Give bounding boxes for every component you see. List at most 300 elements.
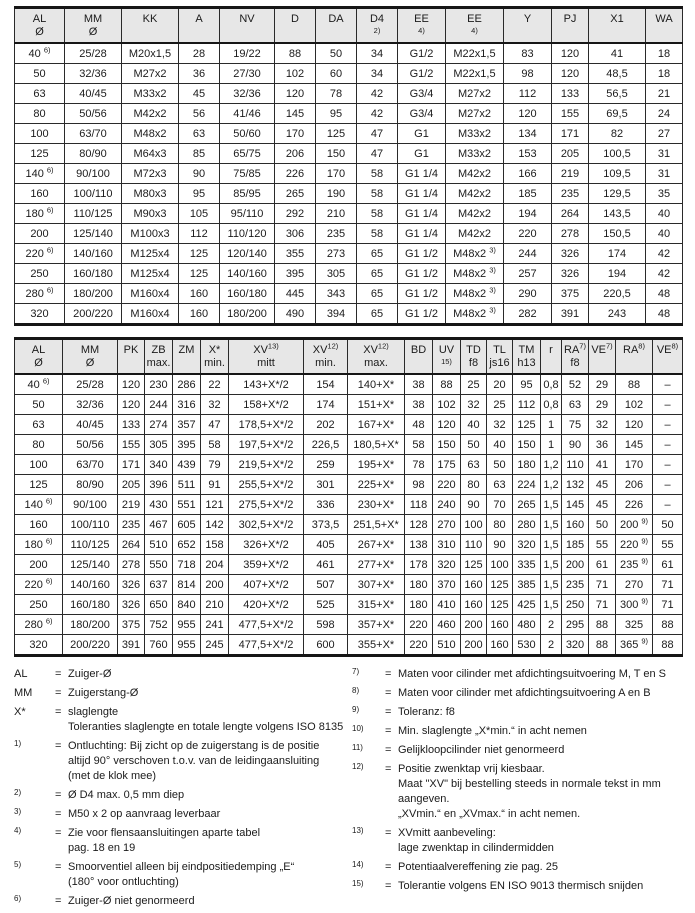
footnote-item	[352, 705, 682, 720]
table-cell: 226	[275, 164, 316, 184]
footnote-ref: 9)	[641, 555, 649, 565]
table-cell: 265	[513, 495, 541, 515]
footnote-ref: 6)	[46, 284, 54, 294]
footnote-text: Smoorventiel alleen bij eindpositiedemping „E“ (180° voor ontluchting)	[68, 861, 295, 888]
footnote-text: slaglengte Toleranties slaglengte en totale lengte volgens ISO 8135	[68, 706, 344, 733]
table-row	[15, 515, 683, 535]
table-cell: 129,5	[589, 184, 646, 204]
table-cell: 650	[145, 595, 173, 615]
table-cell: 395	[173, 435, 201, 455]
column-header-r: r	[541, 339, 562, 375]
table-cell: 370	[433, 575, 461, 595]
table-cell: 140/160	[63, 575, 118, 595]
table-cell: 174	[589, 244, 646, 264]
footnote-ref: 6)	[45, 535, 53, 545]
table-cell: 90	[461, 495, 487, 515]
table-cell: 259	[304, 455, 348, 475]
table-cell: 551	[173, 495, 201, 515]
footnote-item	[14, 705, 352, 735]
table-cell: 200	[461, 615, 487, 635]
table-cell: 200	[15, 224, 65, 244]
table-cell: 510	[433, 635, 461, 656]
column-header-zm: ZM	[173, 339, 201, 375]
table-cell: 180,5+X*	[348, 435, 405, 455]
table-cell: 61	[589, 555, 616, 575]
table-cell: M33x2	[122, 84, 179, 104]
table-cell: 55	[589, 535, 616, 555]
table-cell: 40/45	[65, 84, 122, 104]
table-cell: M42x2	[122, 104, 179, 124]
table-cell: 110/125	[65, 204, 122, 224]
table-cell: 410	[433, 595, 461, 615]
table-row	[15, 244, 683, 264]
table-cell: 375	[118, 615, 145, 635]
table-cell: 178,5+X*/2	[229, 415, 304, 435]
table-cell: 326	[552, 264, 589, 284]
table-cell: 45	[589, 475, 616, 495]
table-cell: 125	[487, 595, 513, 615]
table-cell: 133	[552, 84, 589, 104]
table-cell: 90	[179, 164, 220, 184]
table-cell: 138	[405, 535, 433, 555]
table-cell: 160	[15, 184, 65, 204]
table-cell: 80	[461, 475, 487, 495]
table-cell: 110/120	[220, 224, 275, 244]
table-cell: M33x2	[446, 124, 504, 144]
table-cell: 405	[304, 535, 348, 555]
table-cell: 840	[173, 595, 201, 615]
table-cell: 40	[646, 204, 683, 224]
table-cell: 63	[179, 124, 220, 144]
table-cell: 125	[15, 475, 63, 495]
table-cell: 160	[15, 515, 63, 535]
table-cell: 200/220	[65, 304, 122, 325]
table-cell: 50	[15, 64, 65, 84]
table-cell: M27x2	[446, 84, 504, 104]
table-cell: 151+X*	[348, 395, 405, 415]
footnote-text: Maten voor cilinder met afdichtingsuitvoering A en B	[398, 687, 651, 699]
table-cell: 1	[541, 435, 562, 455]
footnote-equals: =	[385, 827, 392, 839]
table-row	[15, 284, 683, 304]
column-header-xv: XV$^{13)}$ mitt	[229, 339, 304, 375]
table-cell: –	[653, 435, 683, 455]
table-cell: 24	[646, 104, 683, 124]
table-cell: 58	[357, 164, 398, 184]
table-cell: 90/100	[63, 495, 118, 515]
footnote-text: Tolerantie volgens EN ISO 9013 thermisch snijden	[398, 880, 644, 892]
table-cell: 425	[513, 595, 541, 615]
table-row	[15, 415, 683, 435]
table-row	[15, 43, 683, 64]
table-cell: 109,5	[589, 164, 646, 184]
table-cell: 63	[15, 415, 63, 435]
table-cell: 65	[357, 304, 398, 325]
table-row	[15, 264, 683, 284]
column-header-y: Y	[504, 8, 552, 44]
table-cell: 235	[118, 515, 145, 535]
footnote-item	[14, 667, 352, 682]
table-cell: 120	[504, 104, 552, 124]
table-row	[15, 435, 683, 455]
footnote-equals: =	[55, 808, 62, 820]
table-cell: 142	[201, 515, 229, 535]
column-header-kk: KK	[122, 8, 179, 44]
table-cell: 306	[275, 224, 316, 244]
table-cell: 100/110	[63, 515, 118, 535]
table-cell: G3/4	[398, 84, 446, 104]
table-cell: 160	[487, 615, 513, 635]
column-header-mm: MM Ø	[63, 339, 118, 375]
table-cell: 320	[562, 635, 589, 656]
table-cell: 480	[513, 615, 541, 635]
table-cell: 58	[405, 435, 433, 455]
table-cell: 100	[487, 555, 513, 575]
footnote-ref: 6)	[45, 495, 53, 505]
table-cell: M33x2	[446, 144, 504, 164]
table-cell: 85/95	[220, 184, 275, 204]
table-cell: 102	[433, 395, 461, 415]
footnote-ref: 6)	[45, 615, 53, 625]
table-cell: 63	[562, 395, 589, 415]
table-cell: 200 $^{9)}$	[616, 515, 653, 535]
footnote-marker: 11)	[352, 743, 363, 752]
table-cell: 95	[316, 104, 357, 124]
table-cell: G1 1/4	[398, 184, 446, 204]
table-cell: 158+X*/2	[229, 395, 304, 415]
table-cell: 45	[179, 84, 220, 104]
table-cell: 445	[275, 284, 316, 304]
footnote-item	[352, 879, 682, 894]
table-cell: M48x2 $^{3)}$	[446, 244, 504, 264]
table-cell: 315+X*	[348, 595, 405, 615]
table-cell: 385	[513, 575, 541, 595]
table-cell: 82	[589, 124, 646, 144]
table-cell: 125	[179, 264, 220, 284]
table-cell: 220	[405, 635, 433, 656]
table-cell: 1,5	[541, 575, 562, 595]
table-cell: 180 $^{6)}$	[15, 204, 65, 224]
footnote-item	[352, 686, 682, 701]
table-cell: 50	[487, 455, 513, 475]
table-cell: 125	[316, 124, 357, 144]
table-cell: M27x2	[446, 104, 504, 124]
table-cell: 48	[646, 284, 683, 304]
footnote-item	[352, 724, 682, 739]
table-cell: G1/2	[398, 64, 446, 84]
table-cell: 206	[616, 475, 653, 495]
table-cell: 120	[552, 64, 589, 84]
table-cell: 180/200	[63, 615, 118, 635]
table-cell: 110	[461, 535, 487, 555]
table-row	[15, 84, 683, 104]
table-cell: 245	[201, 635, 229, 656]
table-cell: 477,5+X*/2	[229, 615, 304, 635]
table-cell: 41/46	[220, 104, 275, 124]
table-cell: 120	[275, 84, 316, 104]
table-cell: 125	[461, 555, 487, 575]
table-cell: 36	[589, 435, 616, 455]
table-cell: 160	[179, 284, 220, 304]
footnote-equals: =	[385, 668, 392, 680]
table-cell: M48x2 $^{3)}$	[446, 304, 504, 325]
table-cell: 47	[357, 144, 398, 164]
table-cell: 264	[118, 535, 145, 555]
table-cell: 125	[487, 575, 513, 595]
footnote-equals: =	[55, 895, 62, 907]
table-cell: 88	[589, 635, 616, 656]
table-cell: 145	[275, 104, 316, 124]
footnote-equals: =	[55, 740, 62, 752]
table-cell: 118	[405, 495, 433, 515]
table-cell: 250	[15, 264, 65, 284]
table-cell: 32/36	[63, 395, 118, 415]
table-row	[15, 535, 683, 555]
table-cell: 125/140	[63, 555, 118, 575]
table-cell: 175	[433, 455, 461, 475]
footnote-ref: 6)	[42, 375, 50, 385]
table-cell: 40 $^{6)}$	[15, 43, 65, 64]
footnote-ref: 3)	[489, 304, 496, 314]
table-cell: 205	[118, 475, 145, 495]
table-cell: 95/110	[220, 204, 275, 224]
table-cell: 760	[145, 635, 173, 656]
table-cell: 58	[357, 204, 398, 224]
table-cell: 326	[552, 244, 589, 264]
column-header-ee: EE 4)	[446, 8, 504, 44]
table-cell: 270	[433, 515, 461, 535]
table-cell: 32/36	[220, 84, 275, 104]
table-cell: 79	[201, 455, 229, 475]
table-cell: 71	[589, 595, 616, 615]
table-cell: 305	[145, 435, 173, 455]
footnote-item	[352, 667, 682, 682]
table-cell: 125	[15, 144, 65, 164]
table-cell: M20x1,5	[122, 43, 179, 64]
table-cell: 31	[646, 144, 683, 164]
table-cell: 42	[646, 264, 683, 284]
footnote-text: Zuiger-Ø niet genormeerd	[68, 895, 195, 907]
table-cell: 1,2	[541, 455, 562, 475]
column-header-pk: PK	[118, 339, 145, 375]
footnote-marker: 5)	[14, 860, 22, 869]
table-cell: 160	[562, 515, 589, 535]
table-cell: 48	[405, 415, 433, 435]
table-cell: 359+X*/2	[229, 555, 304, 575]
table-cell: 18	[646, 43, 683, 64]
table-cell: G1	[398, 144, 446, 164]
table-cell: 100	[461, 515, 487, 535]
table-cell: 407+X*/2	[229, 575, 304, 595]
table-cell: 50/56	[63, 435, 118, 455]
table-cell: 120	[616, 415, 653, 435]
table-cell: 178	[405, 555, 433, 575]
table-cell: 180 $^{6)}$	[15, 535, 63, 555]
table-cell: 25	[461, 374, 487, 395]
table-cell: 200/220	[63, 635, 118, 656]
table-cell: 241	[201, 615, 229, 635]
table-cell: 391	[118, 635, 145, 656]
table-cell: 525	[304, 595, 348, 615]
table-cell: 301	[304, 475, 348, 495]
table-row	[15, 224, 683, 244]
table-cell: 140 $^{6)}$	[15, 164, 65, 184]
table-cell: 60	[316, 64, 357, 84]
table-cell: 158	[201, 535, 229, 555]
table-cell: 88	[433, 374, 461, 395]
table-cell: 38	[405, 395, 433, 415]
table-row	[15, 304, 683, 325]
column-header-da: DA	[316, 8, 357, 44]
table-cell: 40	[646, 224, 683, 244]
table-row	[15, 204, 683, 224]
table-cell: 180	[513, 455, 541, 475]
table-cell: 90	[487, 535, 513, 555]
table-cell: 50	[653, 515, 683, 535]
table-cell: 955	[173, 635, 201, 656]
table-cell: 652	[173, 535, 201, 555]
table-cell: 120/140	[220, 244, 275, 264]
footnote-marker: 7)	[352, 667, 360, 676]
table-cell: 88	[653, 635, 683, 656]
footnote-item	[352, 826, 682, 856]
table-cell: 460	[433, 615, 461, 635]
table-cell: 88	[589, 615, 616, 635]
table-cell: 325	[616, 615, 653, 635]
table-cell: 50	[461, 435, 487, 455]
footnote-marker: 1)	[14, 739, 22, 748]
table-cell: 357	[173, 415, 201, 435]
column-header-wa: WA	[646, 8, 683, 44]
table-cell: 280 $^{6)}$	[15, 284, 65, 304]
table-cell: 88	[616, 374, 653, 395]
table-cell: 365 $^{9)}$	[616, 635, 653, 656]
table-cell: M22x1,5	[446, 43, 504, 64]
table-cell: 477,5+X*/2	[229, 635, 304, 656]
table-cell: 145	[562, 495, 589, 515]
footnote-marker: X*	[14, 706, 26, 718]
table-cell: 80	[15, 435, 63, 455]
footnote-marker: 12)	[352, 762, 364, 771]
table-cell: 605	[173, 515, 201, 535]
table-cell: 357+X*	[348, 615, 405, 635]
table-cell: M64x3	[122, 144, 179, 164]
footnote-text: Maten voor cilinder met afdichtingsuitvoering M, T en S	[398, 668, 667, 680]
table-cell: 160	[179, 304, 220, 325]
table-row	[15, 144, 683, 164]
table-cell: 2	[541, 615, 562, 635]
footnotes-section	[14, 667, 682, 913]
table-cell: 205	[552, 144, 589, 164]
footnote-ref: 9)	[641, 595, 649, 605]
table-cell: 1,5	[541, 495, 562, 515]
table-cell: 105	[179, 204, 220, 224]
table-cell: 32	[589, 415, 616, 435]
table-cell: 1,5	[541, 535, 562, 555]
column-header-xv: XV$^{12)}$ min.	[304, 339, 348, 375]
table-row	[15, 555, 683, 575]
table-cell: M22x1,5	[446, 64, 504, 84]
table-cell: 85	[179, 144, 220, 164]
table-cell: 171	[552, 124, 589, 144]
footnote-equals: =	[385, 763, 392, 775]
table-cell: 326	[118, 595, 145, 615]
table-cell: 507	[304, 575, 348, 595]
table-cell: 22	[201, 374, 229, 395]
table-cell: 50	[316, 43, 357, 64]
table-cell: 50/56	[65, 104, 122, 124]
footnote-item	[14, 860, 352, 890]
footnote-marker: 8)	[352, 686, 360, 695]
table-cell: 132	[562, 475, 589, 495]
table-cell: 185	[562, 535, 589, 555]
footnote-text: Positie zwenktap vrij kiesbaar. Maat "XV" bij bestelling steeds in normale tekst in mm aangeven. „XVmin.“ en „XVmax.“ in acht nemen.	[398, 763, 661, 820]
table-cell: G1 1/2	[398, 284, 446, 304]
table-cell: M90x3	[122, 204, 179, 224]
footnotes-right-column	[352, 667, 682, 913]
table-cell: M27x2	[122, 64, 179, 84]
table-row	[15, 64, 683, 84]
footnote-item	[14, 807, 352, 822]
footnote-equals: =	[385, 687, 392, 699]
table-cell: M42x2	[446, 204, 504, 224]
table-cell: 45	[589, 495, 616, 515]
table-cell: M160x4	[122, 304, 179, 325]
table-cell: 220 $^{6)}$	[15, 244, 65, 264]
footnote-marker: 14)	[352, 860, 364, 869]
footnote-marker: 13)	[352, 826, 364, 835]
table-cell: 290	[504, 284, 552, 304]
table-row	[15, 595, 683, 615]
footnotes-left-column	[14, 667, 352, 913]
table-cell: 120	[118, 374, 145, 395]
column-header-ra: RA$^{7)}$ f8	[562, 339, 589, 375]
column-header-x: X* min.	[201, 339, 229, 375]
table-cell: 32	[487, 415, 513, 435]
table-cell: 56	[179, 104, 220, 124]
footnote-marker: 2)	[14, 788, 22, 797]
table-cell: 235 $^{9)}$	[616, 555, 653, 575]
table-cell: 42	[357, 104, 398, 124]
table-cell: 18	[646, 64, 683, 84]
table-cell: 320	[513, 535, 541, 555]
table-cell: 244	[504, 244, 552, 264]
footnote-ref: 6)	[43, 44, 51, 54]
table-cell: 63	[15, 84, 65, 104]
table-cell: 20	[487, 374, 513, 395]
table-cell: 264	[552, 204, 589, 224]
table-cell: 50/60	[220, 124, 275, 144]
table-cell: 202	[304, 415, 348, 435]
table-cell: 42	[646, 244, 683, 264]
table-cell: 100,5	[589, 144, 646, 164]
table-cell: 112	[504, 84, 552, 104]
table-cell: 58	[357, 224, 398, 244]
column-header-ee: EE 4)	[398, 8, 446, 44]
table-cell: 65	[357, 284, 398, 304]
table-cell: 180/200	[65, 284, 122, 304]
table-cell: 180	[405, 595, 433, 615]
table-cell: G1	[398, 124, 446, 144]
table-cell: 128	[405, 515, 433, 535]
table-cell: 70	[487, 495, 513, 515]
column-header-d4: D4 2)	[357, 8, 398, 44]
table-cell: 1,5	[541, 515, 562, 535]
table-cell: 40	[487, 435, 513, 455]
table-cell: 143,5	[589, 204, 646, 224]
footnote-equals: =	[55, 827, 62, 839]
table-cell: 278	[552, 224, 589, 244]
